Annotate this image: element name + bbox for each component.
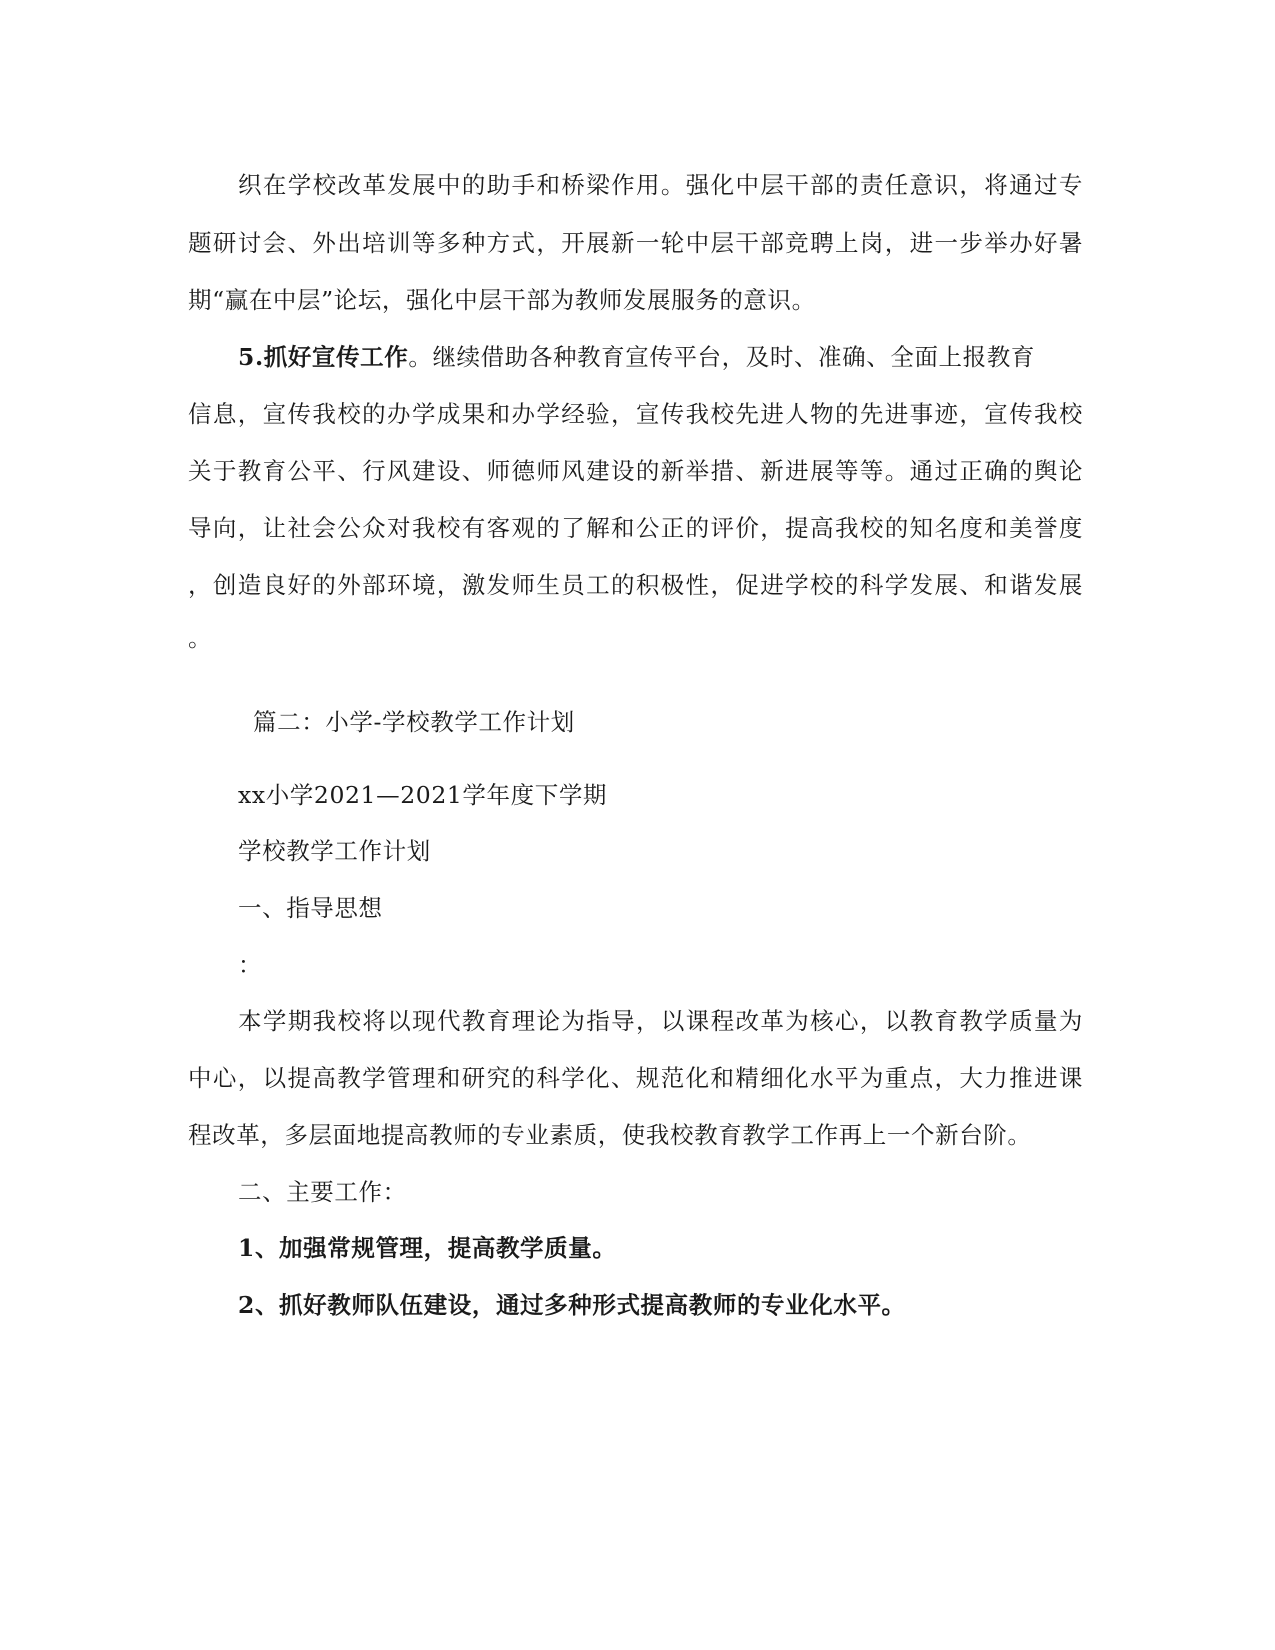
- paragraph-line: 题研讨会、外出培训等多种方式，开展新一轮中层干部竞聘上岗，进一步举办好暑: [188, 229, 1083, 257]
- work-item: 1、加强常规管理，提高教学质量。: [238, 1234, 617, 1262]
- paragraph-line: 期“赢在中层”论坛，强化中层干部为教师发展服务的意识。: [188, 286, 816, 314]
- section-lead: 5.抓好宣传工作: [238, 343, 409, 371]
- work-item: 2、抓好教师队伍建设，通过多种形式提高教师的专业化水平。: [238, 1291, 906, 1319]
- school-term: xx小学2021—2021学年度下学期: [238, 781, 608, 809]
- paragraph-line: ，创造良好的外部环境，激发师生员工的积极性，促进学校的科学发展、和谐发展: [188, 571, 1083, 599]
- paragraph-line: 中心，以提高教学管理和研究的科学化、规范化和精细化水平为重点，大力推进课: [188, 1064, 1083, 1092]
- paragraph-line: [238, 342, 1083, 372]
- paragraph-line: 信息，宣传我校的办学成果和办学经验，宣传我校先进人物的先进事迹，宣传我校: [188, 400, 1083, 428]
- heading-guiding-ideology: 一、指导思想: [238, 894, 383, 922]
- plan-title: 学校教学工作计划: [238, 837, 431, 865]
- paragraph-line: 程改革，多层面地提高教师的专业素质，使我校教育教学工作再上一个新台阶。: [188, 1121, 1032, 1149]
- section-title: 篇二：小学-学校教学工作计划: [253, 708, 575, 736]
- paragraph-text: 。继续借助各种教育宣传平台，及时、准确、全面上报教育: [408, 343, 1035, 371]
- heading-main-work: 二、主要工作：: [238, 1178, 407, 1206]
- paragraph-line: 关于教育公平、行风建设、师德师风建设的新举措、新进展等等。通过正确的舆论: [188, 457, 1083, 485]
- paragraph-line: 。: [188, 624, 213, 652]
- paragraph-line: 织在学校改革发展中的助手和桥梁作用。强化中层干部的责任意识，将通过专: [238, 171, 1083, 199]
- paragraph-line: 导向，让社会公众对我校有客观的了解和公正的评价，提高我校的知名度和美誉度: [188, 514, 1083, 542]
- paragraph-line: 本学期我校将以现代教育理论为指导，以课程改革为核心，以教育教学质量为: [238, 1007, 1083, 1035]
- colon-line: ：: [238, 951, 263, 979]
